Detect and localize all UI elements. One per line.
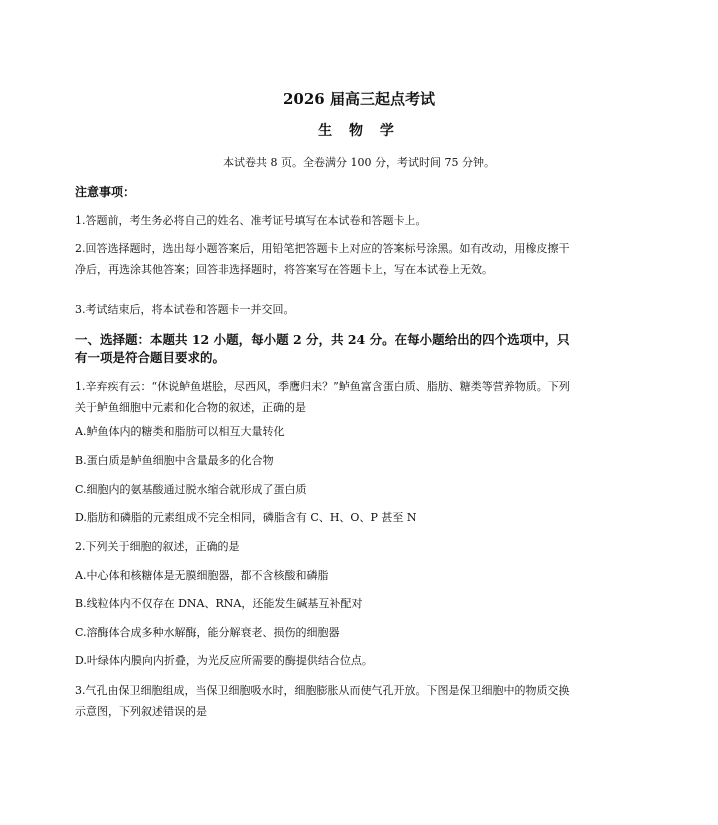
notice-title: 注意事项：: [75, 185, 136, 199]
question-option: A.中心体和核糖体是无膜细胞器，都不含核酸和磷脂: [75, 569, 329, 582]
question-stem: 3.气孔由保卫细胞组成，当保卫细胞吸水时，细胞膨胀从而使气孔开放。下图是保卫细胞中的物质交换示意图，下列叙述错误的是: [75, 684, 570, 718]
question-option: A.鲈鱼体内的糖类和脂肪可以相互大量转化: [75, 425, 285, 438]
exam-info: 本试卷共 8 页。全卷满分 100 分，考试时间 75 分钟。: [223, 156, 495, 169]
question-option: C.溶酶体合成多种水解酶，能分解衰老、损伤的细胞器: [75, 626, 340, 639]
subject-title: 生 物 学: [318, 123, 400, 139]
notice-item: 3.考试结束后，将本试卷和答题卡一并交回。: [75, 303, 295, 316]
section-title: 一、选择题：本题共 12 小题，每小题 2 分，共 24 分。在每小题给出的四个选项中，只有一项是符合题目要求的。: [75, 332, 570, 365]
question-option: D.叶绿体内膜向内折叠，为光反应所需要的酶提供结合位点。: [75, 654, 373, 667]
question-option: C.细胞内的氨基酸通过脱水缩合就形成了蛋白质: [75, 483, 307, 496]
exam-title: 2026 届高三起点考试: [283, 90, 435, 108]
question-option: B.蛋白质是鲈鱼细胞中含量最多的化合物: [75, 454, 274, 467]
question-option: D.脂肪和磷脂的元素组成不完全相同，磷脂含有 C、H、O、P 甚至 N: [75, 511, 417, 524]
question-stem: 2.下列关于细胞的叙述，正确的是: [75, 540, 240, 553]
question-option: B.线粒体内不仅存在 DNA、RNA，还能发生碱基互补配对: [75, 597, 363, 610]
notice-item: 1.答题前，考生务必将自己的姓名、准考证号填写在本试卷和答题卡上。: [75, 214, 427, 227]
notice-item: 2.回答选择题时，选出每小题答案后，用铅笔把答题卡上对应的答案标号涂黑。如有改动，用橡皮擦干净后，再选涂其他答案；回答非选择题时，将答案写在答题卡上，写在本试卷上无效。: [75, 242, 570, 276]
question-stem: 1.辛弃疾有云：“休说鲈鱼堪脍，尽西风，季鹰归未？”鲈鱼富含蛋白质、脂肪、糖类等营养物质。下列关于鲈鱼细胞中元素和化合物的叙述，正确的是: [75, 380, 570, 414]
